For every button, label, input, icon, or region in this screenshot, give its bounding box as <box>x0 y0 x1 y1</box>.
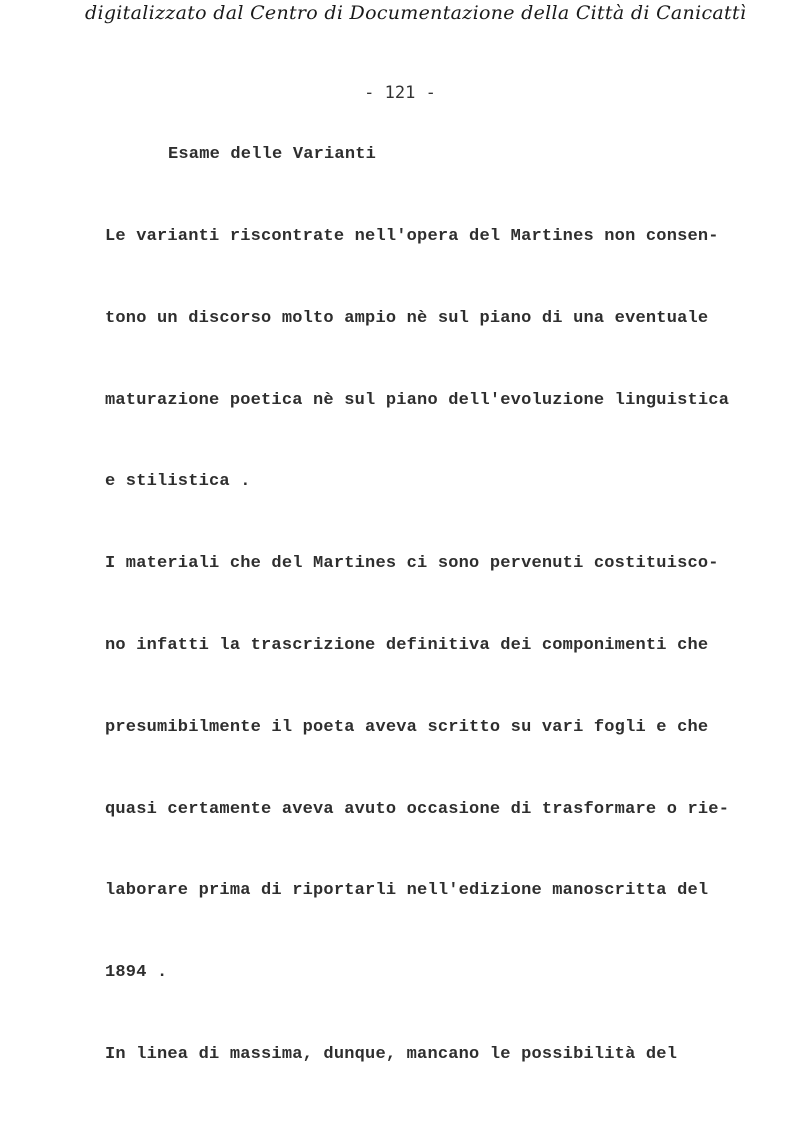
text-line: tono un discorso molto ampio nè sul piano di una eventuale <box>105 309 709 328</box>
digitization-watermark: digitalizzato dal Centro di Documentazione della Città di Canicattì <box>85 2 747 24</box>
text-line: In linea di massima, dunque, mancano le possibilità del <box>105 1045 678 1064</box>
text-line: 1894 . <box>105 963 168 982</box>
text-line: I materiali che del Martines ci sono pervenuti costituisco- <box>105 554 719 573</box>
text-line: Le varianti riscontrate nell'opera del Martines non consen- <box>105 227 719 246</box>
page-number: - 121 - <box>364 83 436 103</box>
text-line: e stilistica . <box>105 472 251 491</box>
text-line: no infatti la trascrizione definitiva dei componimenti che <box>105 636 709 655</box>
text-line: quasi certamente aveva avuto occasione di trasformare o rie- <box>105 800 730 819</box>
text-line: maturazione poetica nè sul piano dell'evoluzione linguistica <box>105 391 730 410</box>
text-line: presumibilmente il poeta aveva scritto su vari fogli e che <box>105 718 709 737</box>
text-line: laborare prima di riportarli nell'edizione manoscritta del <box>105 881 709 900</box>
section-heading: Esame delle Varianti <box>168 145 377 164</box>
